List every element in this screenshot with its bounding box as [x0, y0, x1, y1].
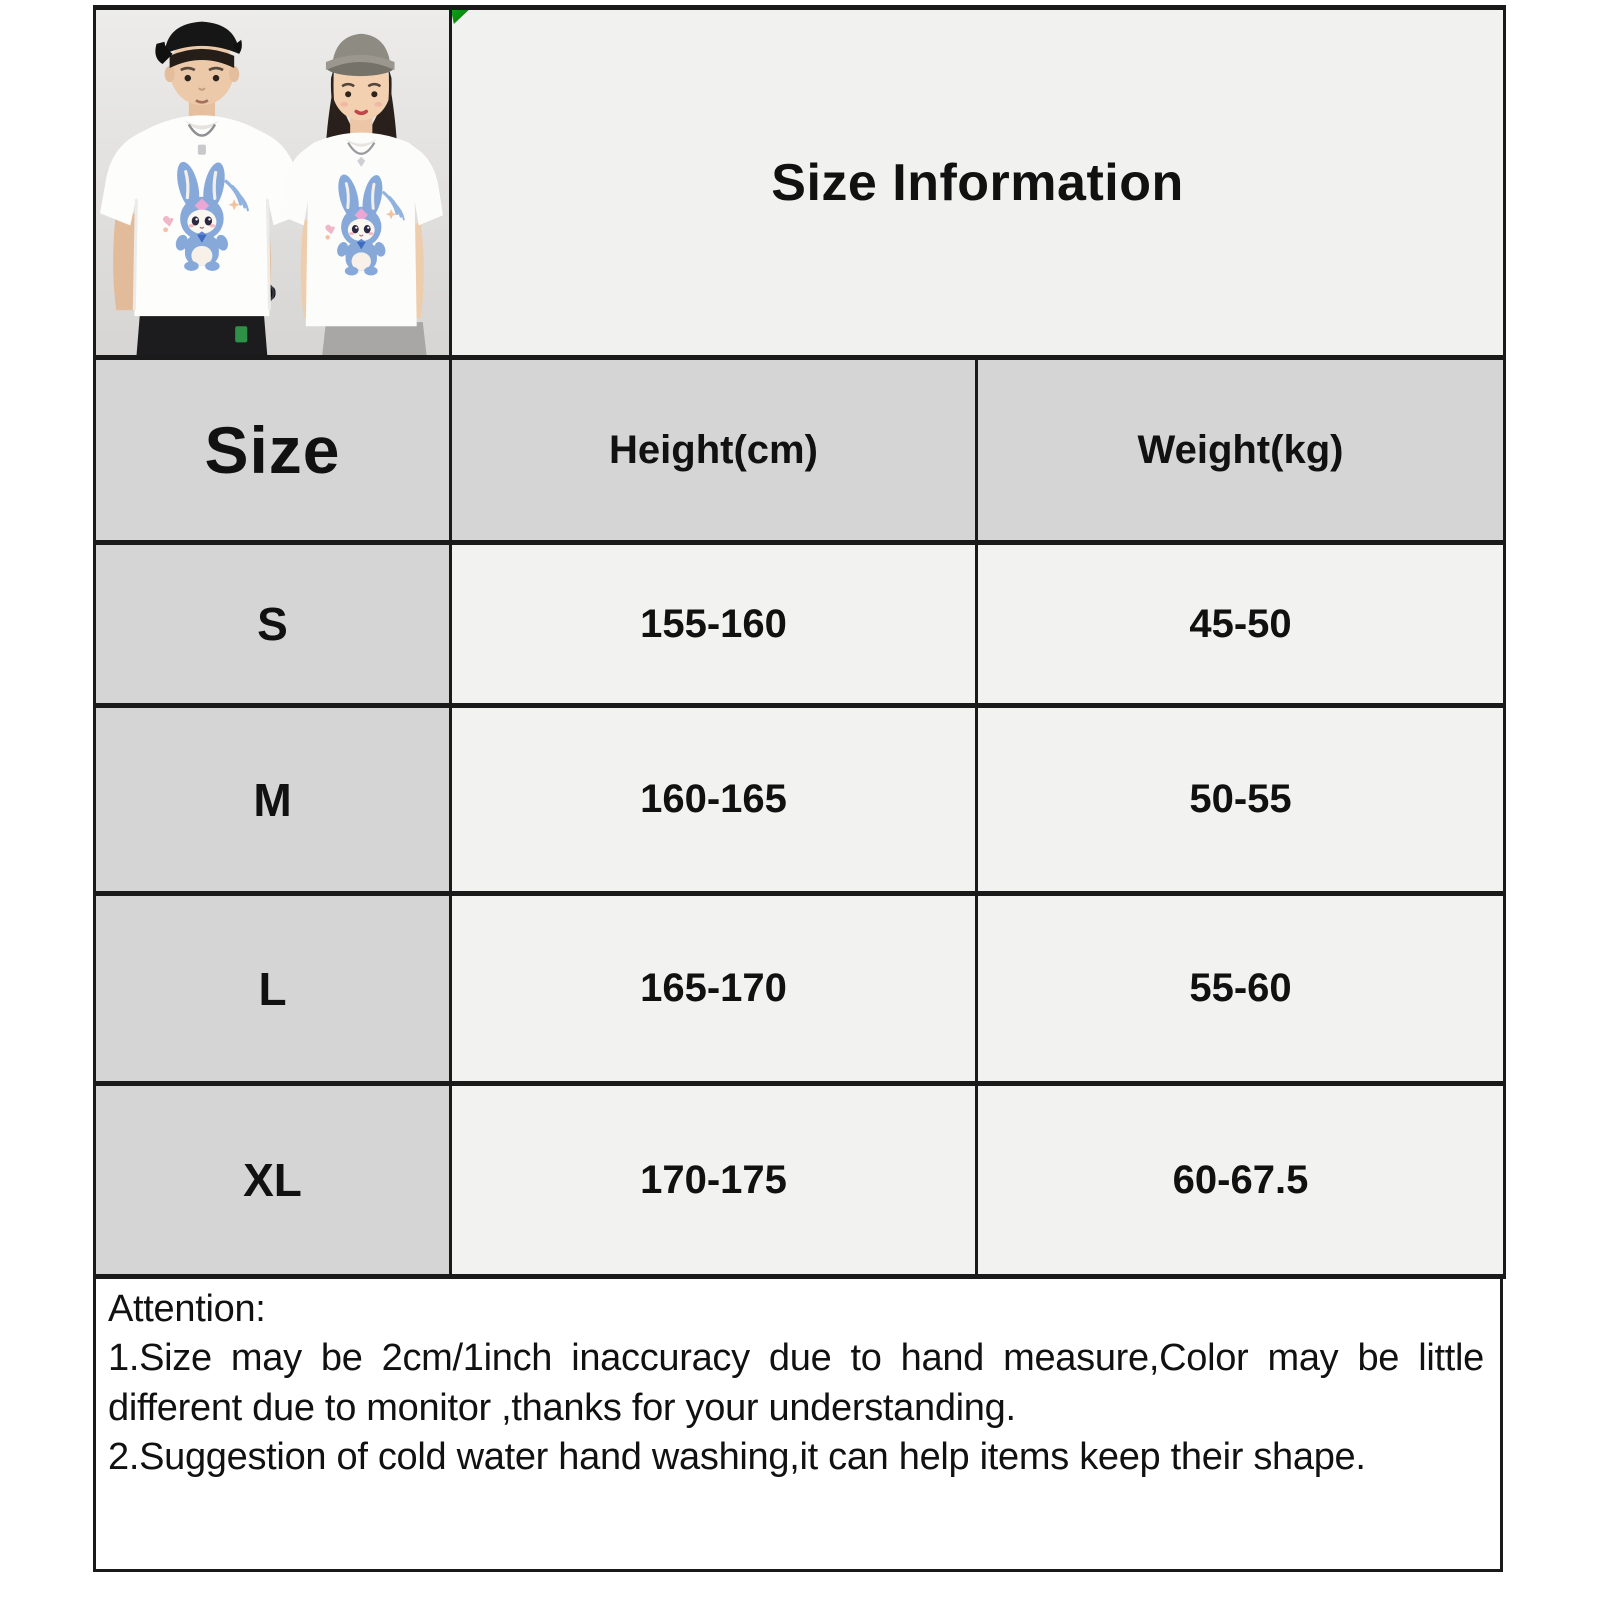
attention-heading: Attention:	[108, 1288, 266, 1330]
attention-note-1: 1.Size may be 2cm/1inch inaccuracy due to hand measure,Color may be little different due to monitor ,thanks for your understanding.	[108, 1337, 1484, 1429]
title-cell	[451, 8, 1505, 358]
table-row-s	[95, 543, 1505, 706]
height-cell: 165-170	[451, 894, 977, 1084]
green-corner-marker	[451, 8, 475, 25]
product-photo-cell	[95, 8, 451, 358]
height-cell: 160-165	[451, 706, 977, 894]
size-cell: XL	[95, 1084, 451, 1277]
size-chart-sheet	[93, 5, 1503, 1572]
column-header-weight: Weight(kg)	[977, 358, 1505, 543]
height-cell: 155-160	[451, 543, 977, 706]
size-cell: M	[95, 706, 451, 894]
table-row-l	[95, 894, 1505, 1084]
size-table	[93, 5, 1506, 1279]
size-cell: S	[95, 543, 451, 706]
table-row-m	[95, 706, 1505, 894]
height-cell: 170-175	[451, 1084, 977, 1277]
product-photo	[96, 10, 449, 355]
table-row-xl	[95, 1084, 1505, 1277]
column-header-height: Height(cm)	[451, 358, 977, 543]
column-header-size: Size	[95, 358, 451, 543]
attention-note-2: 2.Suggestion of cold water hand washing,it can help items keep their shape.	[108, 1436, 1366, 1479]
size-cell: L	[95, 894, 451, 1084]
weight-cell: 55-60	[977, 894, 1505, 1084]
table-header-row	[95, 358, 1505, 543]
weight-cell: 45-50	[977, 543, 1505, 706]
page-title: Size Information	[771, 153, 1184, 212]
weight-cell: 50-55	[977, 706, 1505, 894]
attention-box	[93, 1279, 1503, 1572]
weight-cell: 60-67.5	[977, 1084, 1505, 1277]
